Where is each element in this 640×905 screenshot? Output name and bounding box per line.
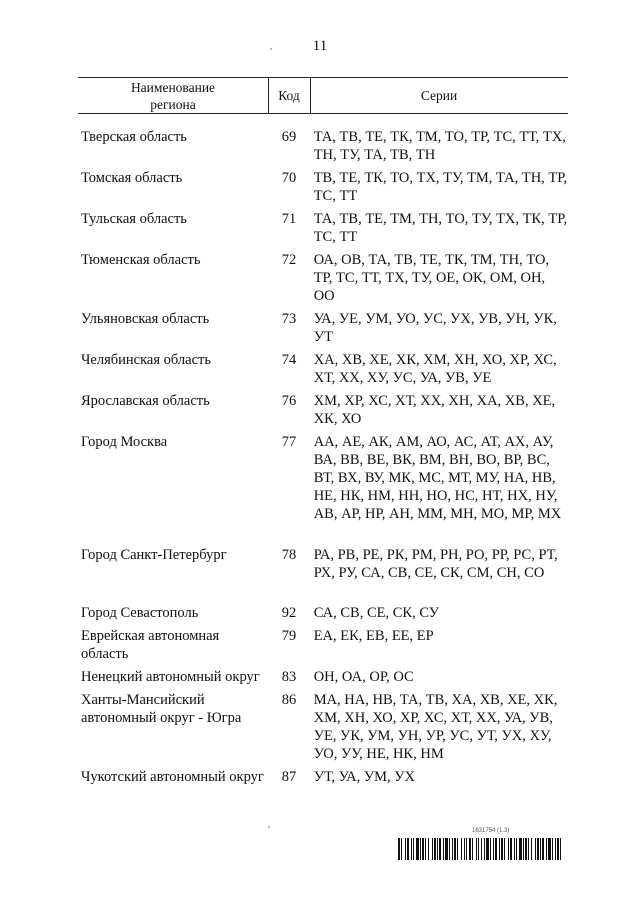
region-series: УТ, УА, УМ, УХ (313, 769, 415, 785)
table-row (78, 668, 568, 691)
barcode-image (398, 838, 563, 860)
header-region-line1: Наименование (130, 79, 216, 95)
region-name: Ярославская область (81, 393, 210, 409)
region-series: ХМ, ХР, ХС, ХТ, ХХ, ХН, ХА, ХВ, ХЕ, ХК, ХО (313, 393, 556, 427)
region-code: 77 (281, 434, 297, 450)
region-series: ТА, ТВ, ТЕ, ТМ, ТН, ТО, ТУ, ТХ, ТК, ТР, ТС, ТТ (313, 211, 568, 245)
region-code: 69 (281, 129, 297, 145)
region-series: АА, АЕ, АК, АМ, АО, АС, АТ, АХ, АУ, ВА, ВВ, ВЕ, ВК, ВМ, ВН, ВО, ВР, ВС, ВТ, ВХ, ВУ, МК, МС, МТ, МУ, НА, НВ, НЕ, НК, НМ, НН, НО, НС, НТ, НХ, НУ, АВ, АР, НР, АН, ММ, МН, МО, МР, МХ (313, 434, 562, 522)
scan-speck (270, 48, 272, 50)
region-name: Ненецкий автономный округ (81, 669, 260, 685)
region-series: РА, РВ, РЕ, РК, РМ, РН, РО, РР, РС, РТ, РХ, РУ, СА, СВ, СЕ, СК, СМ, СН, СО (313, 547, 558, 581)
table-row (78, 546, 568, 604)
region-code: 78 (281, 547, 297, 563)
region-name: Чукотский автономный округ (81, 769, 264, 785)
table-row (78, 310, 568, 351)
header-code: Код (278, 88, 300, 103)
region-code: 83 (281, 669, 297, 685)
region-series: ТА, ТВ, ТЕ, ТК, ТМ, ТО, ТР, ТС, ТТ, ТХ, ТН, ТУ, ТА, ТВ, ТН (313, 129, 566, 163)
region-name: Тюменская область (81, 252, 201, 268)
region-series: УА, УЕ, УМ, УО, УС, УХ, УВ, УН, УК, УТ (313, 311, 557, 345)
region-name: Томская область (81, 170, 183, 186)
region-series: ОА, ОВ, ТА, ТВ, ТЕ, ТК, ТМ, ТН, ТО, ТР, ТС, ТТ, ТХ, ТУ, ОЕ, ОК, ОМ, ОН, ОО (313, 252, 550, 304)
region-code: 72 (281, 252, 297, 268)
region-name: Еврейская автономная область (81, 628, 220, 662)
region-code: 74 (281, 352, 297, 368)
region-code: 87 (281, 769, 297, 785)
region-series: МА, НА, НВ, ТА, ТВ, ХА, ХВ, ХЕ, ХК, ХМ, ХН, ХО, ХР, ХС, ХТ, ХХ, УА, УВ, УЕ, УК, УМ, УН, УР, УС, УТ, УХ, ХУ, УО, УУ, НЕ, НК, НМ (313, 692, 558, 762)
barcode-number: 1631754 (1.3) (472, 828, 510, 834)
region-code: 79 (281, 628, 297, 644)
header-series: Серии (420, 88, 458, 103)
table-row (78, 169, 568, 210)
region-code: 71 (281, 211, 297, 227)
table-row (78, 251, 568, 310)
region-code: 73 (281, 311, 297, 327)
region-name: Город Москва (81, 434, 168, 450)
table-row (78, 433, 568, 546)
region-name: Город Санкт-Петербург (81, 547, 227, 563)
table-row (78, 768, 568, 809)
region-code: 92 (281, 605, 297, 621)
region-series: ТВ, ТЕ, ТК, ТО, ТХ, ТУ, ТМ, ТА, ТН, ТР, ТС, ТТ (313, 170, 568, 204)
region-code: 76 (281, 393, 297, 409)
table-row (78, 604, 568, 627)
region-name: Тверская область (81, 129, 187, 145)
region-name: Ханты-Мансийский автономный округ - Югра (81, 692, 242, 726)
region-series: ОН, ОА, ОР, ОС (313, 669, 414, 685)
table-row (78, 210, 568, 251)
table-row (78, 691, 568, 768)
header-region-name (78, 78, 268, 113)
header-region-line2: региона (150, 96, 196, 112)
scan-speck (268, 826, 270, 828)
table-row (78, 627, 568, 668)
region-name: Ульяновская область (81, 311, 210, 327)
region-name: Челябинская область (81, 352, 211, 368)
region-code: 70 (281, 170, 297, 186)
table-row (78, 128, 568, 169)
table-header-rule (78, 113, 568, 114)
region-name: Город Севастополь (81, 605, 199, 621)
region-table-body (78, 128, 568, 809)
table-row (78, 351, 568, 392)
table-row (78, 392, 568, 433)
region-name: Тульская область (81, 211, 187, 227)
region-series: ЕА, ЕК, ЕВ, ЕЕ, ЕР (313, 628, 434, 644)
region-code: 86 (281, 692, 297, 708)
region-series: СА, СВ, СЕ, СК, СУ (313, 605, 440, 621)
region-series: ХА, ХВ, ХЕ, ХК, ХМ, ХН, ХО, ХР, ХС, ХТ, ХХ, ХУ, УС, УА, УВ, УЕ (313, 352, 557, 386)
page-number: 11 (312, 38, 328, 54)
